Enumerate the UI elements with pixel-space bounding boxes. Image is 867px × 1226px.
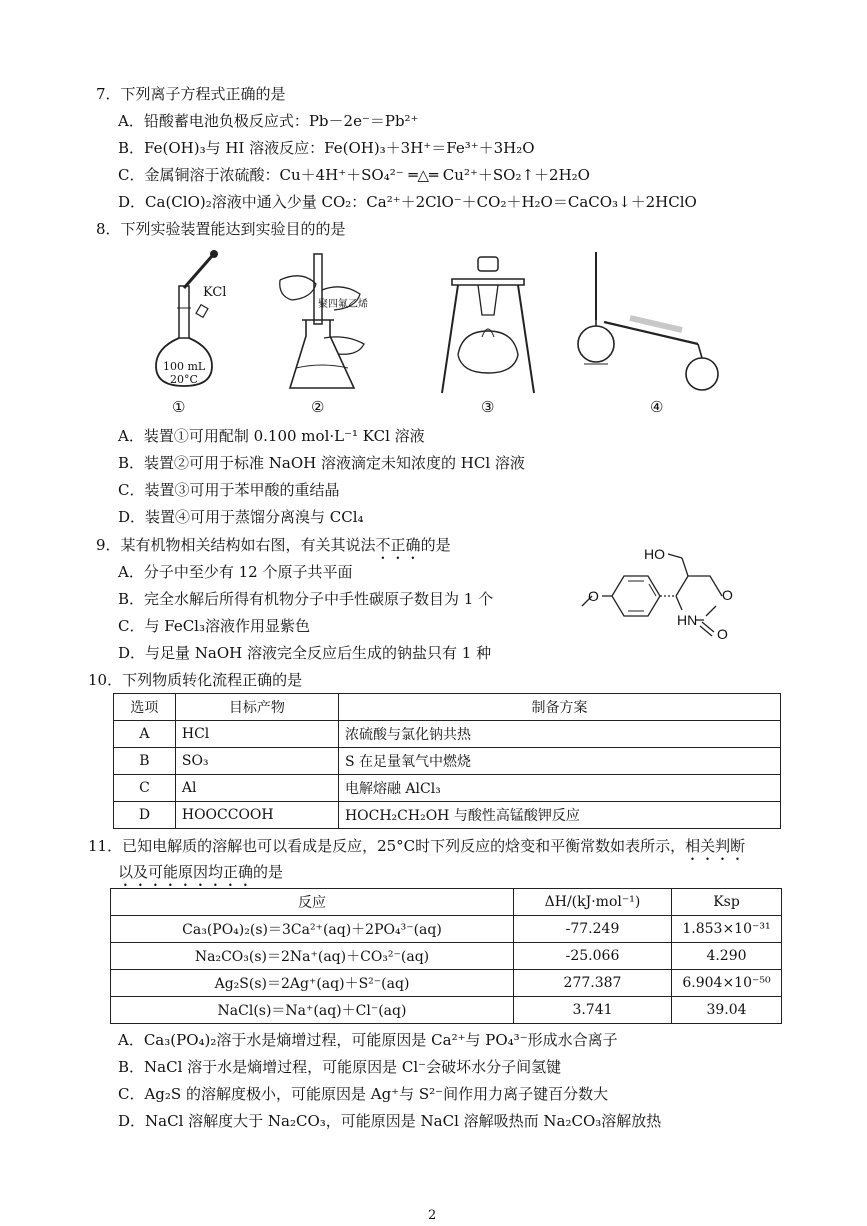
struct-carbonyl-o-label: O xyxy=(717,626,728,642)
figure-label-3: ③ xyxy=(481,398,495,416)
table-cell: 277.387 xyxy=(514,970,672,997)
q11-option-b: B．NaCl 溶于水是熵增过程，可能原因是 Cl⁻会破坏水分子间氢键 xyxy=(118,1058,562,1076)
struct-methoxy-o-label: O xyxy=(588,588,599,604)
table-cell: NaCl(s)＝Na⁺(aq)＋Cl⁻(aq) xyxy=(111,997,514,1024)
table-row xyxy=(114,748,781,775)
table-row xyxy=(114,775,781,802)
q9-stem-text-a: 9．某有机物相关结构如右图，有关其说法 xyxy=(96,536,376,554)
figure-label-2: ② xyxy=(311,398,325,416)
table-cell: S 在足量氧气中燃烧 xyxy=(338,748,780,775)
q8-option-c: C．装置③可用于苯甲酸的重结晶 xyxy=(118,481,340,499)
q9-option-a: A．分子中至少有 12 个原子共平面 xyxy=(118,563,353,581)
q10-stem: 10．下列物质转化流程正确的是 xyxy=(88,671,303,689)
q7-option-c: C．金属铜溶于浓硫酸：Cu＋4H⁺＋SO₄²⁻ ═△═ Cu²⁺＋SO₂↑＋2H₂O xyxy=(118,166,590,184)
table-header-row xyxy=(111,889,782,916)
table-cell: D xyxy=(114,802,176,829)
q7-option-a: A．铅酸蓄电池负极反应式：Pb－2e⁻＝Pb²⁺ xyxy=(118,112,419,130)
struct-hn-label: HN xyxy=(677,612,698,628)
table-row xyxy=(114,802,781,829)
table-row xyxy=(111,997,782,1024)
flask-volume-label: 100 mL xyxy=(163,360,206,373)
table-header-row xyxy=(114,694,781,721)
q9-option-c: C．与 FeCl₃溶液作用显紫色 xyxy=(118,617,310,635)
burette-label: 聚四氟乙烯 xyxy=(318,299,368,310)
table-cell: 电解熔融 AlCl₃ xyxy=(338,775,780,802)
q11-stem-emphasis-1: 相关判断 xyxy=(685,837,746,855)
q9-stem-text-c: 的是 xyxy=(420,536,451,554)
table-cell: 浓硫酸与氯化钠共热 xyxy=(338,721,780,748)
table-cell: -25.066 xyxy=(514,943,672,970)
q8-option-d: D．装置④可用于蒸馏分离溴与 CCl₄ xyxy=(118,508,364,526)
q11-stem-line1 xyxy=(88,836,745,864)
q8-option-a: A．装置①可用配制 0.100 mol·L⁻¹ KCl 溶液 xyxy=(118,427,425,445)
table-cell: HCl xyxy=(175,721,338,748)
table-cell: Al xyxy=(175,775,338,802)
table-cell: HOOCCOOH xyxy=(175,802,338,829)
table-header-cell: ΔH/(kJ·mol⁻¹) xyxy=(514,889,672,916)
kcl-label: KCl xyxy=(203,285,227,300)
table-cell: 1.853×10⁻³¹ xyxy=(672,916,782,943)
table-row xyxy=(111,916,782,943)
table-header-cell: 反应 xyxy=(111,889,514,916)
q9-option-b: B．完全水解后所得有机物分子中手性碳原子数目为 1 个 xyxy=(118,590,494,608)
q11-stem-text-b: 的是 xyxy=(253,863,284,881)
q9-stem xyxy=(96,535,451,563)
table-cell: 6.904×10⁻⁵⁰ xyxy=(672,970,782,997)
table-cell: Ca₃(PO₄)₂(s)＝3Ca²⁺(aq)＋2PO₄³⁻(aq) xyxy=(111,916,514,943)
table-cell: Na₂CO₃(s)＝2Na⁺(aq)＋CO₃²⁻(aq) xyxy=(111,943,514,970)
table-cell: A xyxy=(114,721,176,748)
flask-temp-label: 20°C xyxy=(170,373,198,386)
q7-option-b: B．Fe(OH)₃与 HI 溶液反应：Fe(OH)₃＋3H⁺＝Fe³⁺＋3H₂O xyxy=(118,139,535,157)
table-row xyxy=(111,970,782,997)
q7-option-d: D．Ca(ClO)₂溶液中通入少量 CO₂：Ca²⁺＋2ClO⁻＋CO₂＋H₂O＝CaCO₃↓＋2HClO xyxy=(118,193,697,211)
q11-stem-line2 xyxy=(118,862,283,890)
q11-option-d: D．NaCl 溶解度大于 Na₂CO₃，可能原因是 NaCl 溶解吸热而 Na₂CO₃溶解放热 xyxy=(118,1112,662,1130)
titration-figure xyxy=(272,250,372,395)
q8-option-b: B．装置②可用于标准 NaOH 溶液滴定未知浓度的 HCl 溶液 xyxy=(118,454,525,472)
q10-table xyxy=(113,693,781,829)
table-cell: C xyxy=(114,775,176,802)
q11-option-c: C．Ag₂S 的溶解度极小，可能原因是 Ag⁺与 S²⁻间作用力离子键百分数大 xyxy=(118,1085,609,1103)
q11-table xyxy=(110,888,782,1024)
table-cell: HOCH₂CH₂OH 与酸性高锰酸钾反应 xyxy=(338,802,780,829)
table-cell: B xyxy=(114,748,176,775)
table-cell: SO₃ xyxy=(175,748,338,775)
table-row xyxy=(111,943,782,970)
q11-stem-emphasis-2: 以及可能原因均正确 xyxy=(118,863,254,881)
table-header-cell: 选项 xyxy=(114,694,176,721)
q7-stem: 7．下列离子方程式正确的是 xyxy=(96,85,286,103)
table-header-cell: 目标产物 xyxy=(175,694,338,721)
table-header-cell: 制备方案 xyxy=(338,694,780,721)
table-row xyxy=(114,721,781,748)
table-cell: 4.290 xyxy=(672,943,782,970)
q9-stem-emphasis: 不正确 xyxy=(375,536,421,554)
q11-stem-text-a: 11．已知电解质的溶解也可以看成是反应，25°C时下列反应的焓变和平衡常数如表所示， xyxy=(88,837,686,855)
struct-ring-o-label: O xyxy=(722,587,733,603)
table-cell: 39.04 xyxy=(672,997,782,1024)
page-number: 2 xyxy=(428,1208,437,1223)
table-cell: 3.741 xyxy=(514,997,672,1024)
distillation-figure xyxy=(574,248,724,393)
q8-stem: 8．下列实验装置能达到实验目的的是 xyxy=(96,220,346,238)
figure-label-1: ① xyxy=(172,398,186,416)
q9-option-d: D．与足量 NaOH 溶液完全反应后生成的钠盐只有 1 种 xyxy=(118,644,492,662)
figure-label-4: ④ xyxy=(650,398,664,416)
q11-option-a: A．Ca₃(PO₄)₂溶于水是熵增过程，可能原因是 Ca²⁺与 PO₄³⁻形成水合离子 xyxy=(118,1031,618,1049)
table-cell: -77.249 xyxy=(514,916,672,943)
table-cell: Ag₂S(s)＝2Ag⁺(aq)＋S²⁻(aq) xyxy=(111,970,514,997)
table-header-cell: Ksp xyxy=(672,889,782,916)
struct-ho-label: HO xyxy=(644,546,665,562)
tripod-figure xyxy=(438,255,538,395)
